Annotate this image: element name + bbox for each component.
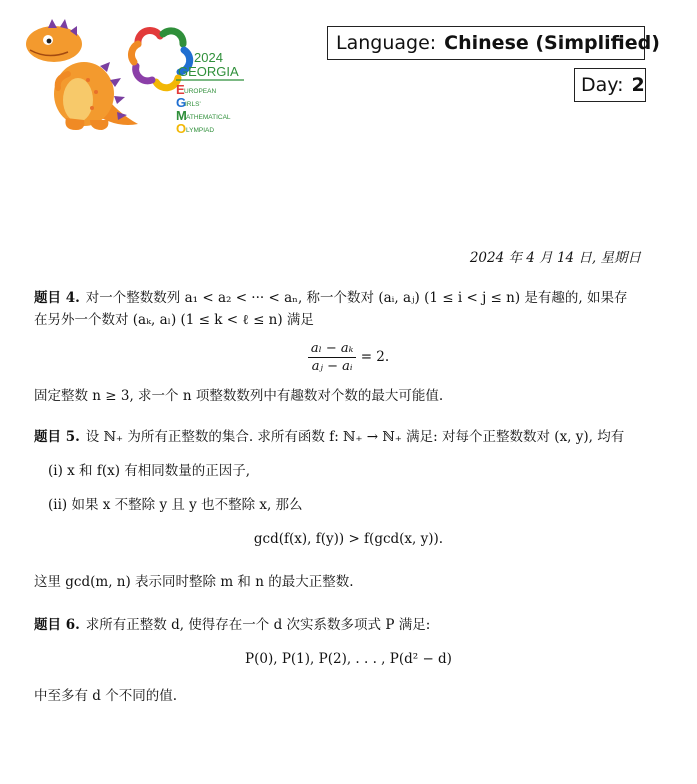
problem-4-fraction [308,340,357,375]
dinosaur-mascot-icon [26,19,138,130]
problem-4-line-3: 固定整数 n ≥ 3, 求一个 n 项整数数列中有趣数对个数的最大可能值. [34,388,444,404]
language-value: Chinese (Simplified) [444,32,660,54]
fraction-rhs: = 2. [360,349,390,365]
language-label: Language: [336,32,437,54]
problem-5-text-1: 设 ℕ₊ 为所有正整数的集合. 求所有函数 f: ℕ₊ → ℕ₊ 满足: 对每个正整数数对 (x, y), 均有 [85,429,625,445]
svg-text:E: E [176,82,185,97]
logo-year: 2024 [194,50,223,65]
problem-6-formula: P(0), P(1), P(2), . . . , P(d² − d) [245,651,452,667]
problem-4-line-1 [34,287,646,309]
svg-text:O: O [176,121,187,136]
svg-text:G: G [176,95,187,110]
problem-4-text-1: 对一个整数数列 a₁ < a₂ < ··· < aₙ, 称一个数对 (aᵢ, aⱼ) (1 ≤ i < j ≤ n) 是有趣的, 如果存 [85,290,628,306]
problem-5-formula: gcd(f(x), f(y)) > f(gcd(x, y)). [253,531,444,547]
svg-text:M: M [176,108,187,123]
problem-5-line-1 [34,426,646,448]
day-label: Day: [581,74,624,96]
svg-text:IRLS': IRLS' [185,101,201,108]
svg-text:UROPEAN: UROPEAN [184,88,217,95]
fraction-denominator: aⱼ − aᵢ [311,359,353,374]
day-box [574,68,646,102]
problem-5-condition-1: (i) x 和 f(x) 有相同数量的正因子, [48,463,251,479]
problem-6-text-1: 求所有正整数 d, 使得存在一个 d 次实系数多项式 P 满足: [85,617,431,633]
problem-4-formula [0,340,697,375]
problem-6-label: 题目 6. [34,617,80,633]
problem-6-line-2: 中至多有 d 个不同的值. [34,688,178,704]
logo-acronym [176,82,231,136]
problem-5-condition-2: (ii) 如果 x 不整除 y 且 y 也不整除 x, 那么 [48,497,303,513]
language-box [327,26,660,60]
svg-text:LYMPIAD: LYMPIAD [186,127,215,134]
day-value: 2 [631,74,645,96]
problem-4-line-2: 在另外一个数对 (aₖ, aₗ) (1 ≤ k < ℓ ≤ n) 满足 [34,312,314,328]
logo-country: GEORGIA [178,64,239,79]
exam-date: 2024 年 4 月 14 日, 星期日 [469,250,641,266]
chain-ring-icon [131,30,189,87]
fraction-numerator: aₗ − aₖ [308,340,357,358]
problem-4-label: 题目 4. [34,290,80,306]
egmo-2024-logo [18,14,248,136]
problem-5-label: 题目 5. [34,429,80,445]
problem-5-line-2: 这里 gcd(m, n) 表示同时整除 m 和 n 的最大正整数. [34,574,354,590]
problem-6-line-1 [34,614,646,636]
svg-text:ATHEMATICAL: ATHEMATICAL [186,114,231,121]
